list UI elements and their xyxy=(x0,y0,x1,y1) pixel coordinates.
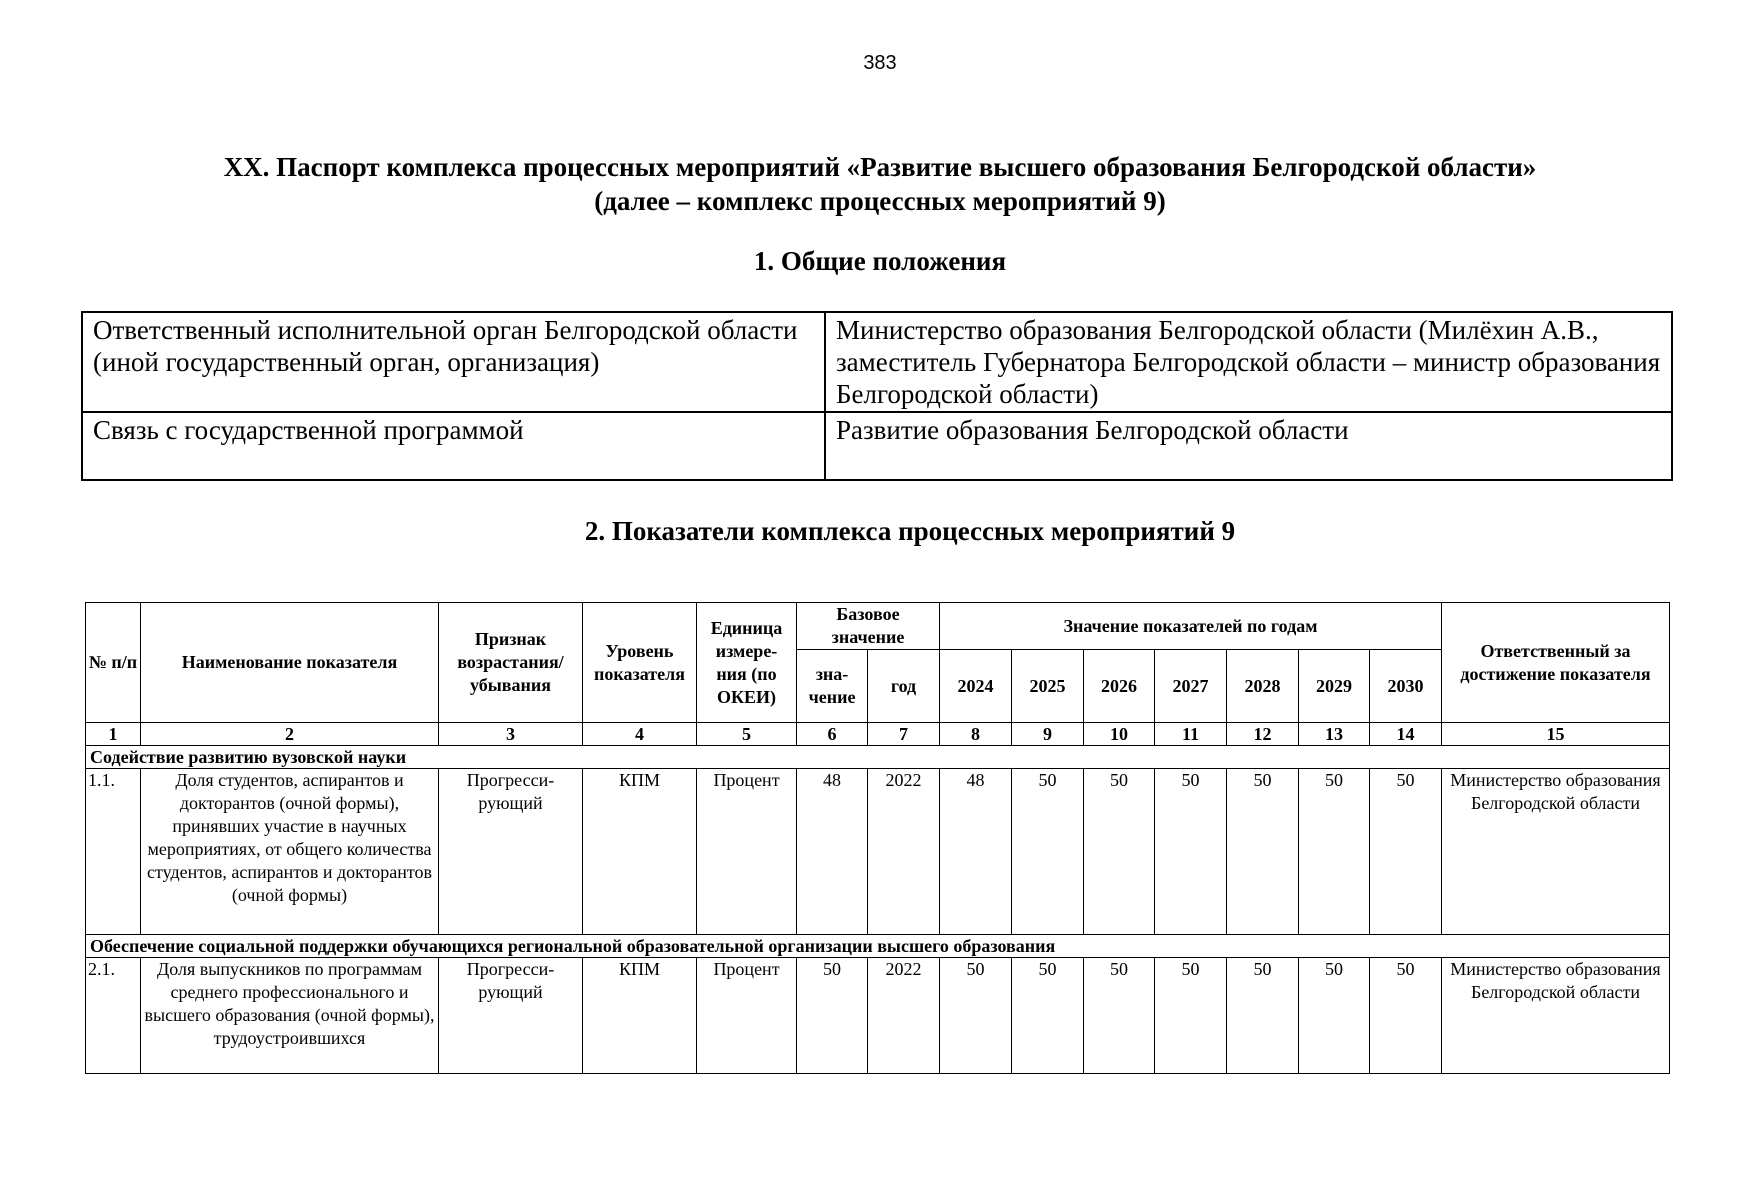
table-row xyxy=(86,958,1670,1074)
col-num-13: 13 xyxy=(1299,723,1370,746)
row-value-2030: 50 xyxy=(1370,769,1442,935)
responsible-body-value: Министерство образования Белгородской области (Милёхин А.В., заместитель Губернатора Белгородской области – министр образования Белгородской области) xyxy=(825,312,1672,412)
title-line-1: XX. Паспорт комплекса процессных мероприятий «Развитие высшего образования Белгородской области» xyxy=(223,152,1537,182)
general-row-responsible xyxy=(82,312,1672,412)
group-row-2 xyxy=(86,935,1670,958)
column-numbers-row xyxy=(86,723,1670,746)
header-year-2029: 2029 xyxy=(1299,650,1370,723)
header-row-1 xyxy=(86,603,1670,650)
row-level: КПМ xyxy=(583,769,697,935)
row-responsible: Министерство образования Белгородской области xyxy=(1442,958,1670,1074)
header-year-2024: 2024 xyxy=(940,650,1012,723)
row-trend: Прогресси- рующий xyxy=(439,769,583,935)
general-row-program xyxy=(82,412,1672,480)
header-name: Наименование показателя xyxy=(141,603,439,723)
header-values-by-year: Значение показателей по годам xyxy=(940,603,1442,650)
row-unit: Процент xyxy=(697,769,797,935)
responsible-body-label: Ответственный исполнительной орган Белгородской области (иной государственный орган, организация) xyxy=(82,312,825,412)
program-link-label: Связь с государственной программой xyxy=(82,412,825,480)
row-value-2029: 50 xyxy=(1299,769,1370,935)
header-base: Базовое значение xyxy=(797,603,940,650)
row-base-value: 48 xyxy=(797,769,868,935)
header-base-value: зна- чение xyxy=(797,650,868,723)
section-1-heading: 1. Общие положения xyxy=(753,246,1007,276)
header-year-2030: 2030 xyxy=(1370,650,1442,723)
col-num-5: 5 xyxy=(697,723,797,746)
row-value-2024: 48 xyxy=(940,769,1012,935)
indicators-table xyxy=(85,602,1670,1074)
col-num-7: 7 xyxy=(868,723,940,746)
row-unit: Процент xyxy=(697,958,797,1074)
row-num: 2.1. xyxy=(86,958,141,1074)
row-indicator-name: Доля выпускников по программам среднего профессионального и высшего образования (очной формы), трудоустроившихся xyxy=(141,958,439,1074)
row-value-2026: 50 xyxy=(1084,958,1155,1074)
col-num-14: 14 xyxy=(1370,723,1442,746)
row-level: КПМ xyxy=(583,958,697,1074)
col-num-9: 9 xyxy=(1012,723,1084,746)
program-link-value: Развитие образования Белгородской области xyxy=(825,412,1672,480)
table-row xyxy=(86,769,1670,935)
row-value-2028: 50 xyxy=(1227,769,1299,935)
row-num: 1.1. xyxy=(86,769,141,935)
col-num-12: 12 xyxy=(1227,723,1299,746)
header-level: Уровень показателя xyxy=(583,603,697,723)
row-value-2028: 50 xyxy=(1227,958,1299,1074)
row-value-2027: 50 xyxy=(1155,958,1227,1074)
header-trend: Признак возрастания/ убывания xyxy=(439,603,583,723)
row-trend: Прогресси- рующий xyxy=(439,958,583,1074)
col-num-2: 2 xyxy=(141,723,439,746)
header-year-2026: 2026 xyxy=(1084,650,1155,723)
group-title-2: Обеспечение социальной поддержки обучающихся региональной образовательной организации высшего образования xyxy=(86,935,1670,958)
row-value-2024: 50 xyxy=(940,958,1012,1074)
col-num-8: 8 xyxy=(940,723,1012,746)
col-num-6: 6 xyxy=(797,723,868,746)
row-indicator-name: Доля студентов, аспирантов и докторантов (очной формы), принявших участие в научных мероприятиях, от общего количества студентов, аспирантов и докторантов (очной формы) xyxy=(141,769,439,935)
group-title-1: Содействие развитию вузовской науки xyxy=(86,746,1670,769)
page-number: 383 xyxy=(863,52,897,74)
row-value-2029: 50 xyxy=(1299,958,1370,1074)
header-year-2028: 2028 xyxy=(1227,650,1299,723)
row-base-value: 50 xyxy=(797,958,868,1074)
col-num-1: 1 xyxy=(86,723,141,746)
col-num-4: 4 xyxy=(583,723,697,746)
col-num-3: 3 xyxy=(439,723,583,746)
header-num: № п/п xyxy=(86,603,141,723)
row-value-2027: 50 xyxy=(1155,769,1227,935)
row-value-2026: 50 xyxy=(1084,769,1155,935)
section-2-heading: 2. Показатели комплекса процессных мероприятий 9 xyxy=(584,516,1236,546)
row-value-2030: 50 xyxy=(1370,958,1442,1074)
header-base-year: год xyxy=(868,650,940,723)
general-provisions-table xyxy=(81,311,1673,481)
group-row-1 xyxy=(86,746,1670,769)
col-num-10: 10 xyxy=(1084,723,1155,746)
row-value-2025: 50 xyxy=(1012,769,1084,935)
col-num-15: 15 xyxy=(1442,723,1670,746)
col-num-11: 11 xyxy=(1155,723,1227,746)
header-year-2027: 2027 xyxy=(1155,650,1227,723)
row-base-year: 2022 xyxy=(868,769,940,935)
row-base-year: 2022 xyxy=(868,958,940,1074)
header-unit: Единица измере- ния (по ОКЕИ) xyxy=(697,603,797,723)
document-title xyxy=(0,150,1760,218)
title-line-2: (далее – комплекс процессных мероприятий 9) xyxy=(594,186,1166,216)
row-responsible: Министерство образования Белгородской области xyxy=(1442,769,1670,935)
row-value-2025: 50 xyxy=(1012,958,1084,1074)
header-year-2025: 2025 xyxy=(1012,650,1084,723)
header-responsible: Ответственный за достижение показателя xyxy=(1442,603,1670,723)
